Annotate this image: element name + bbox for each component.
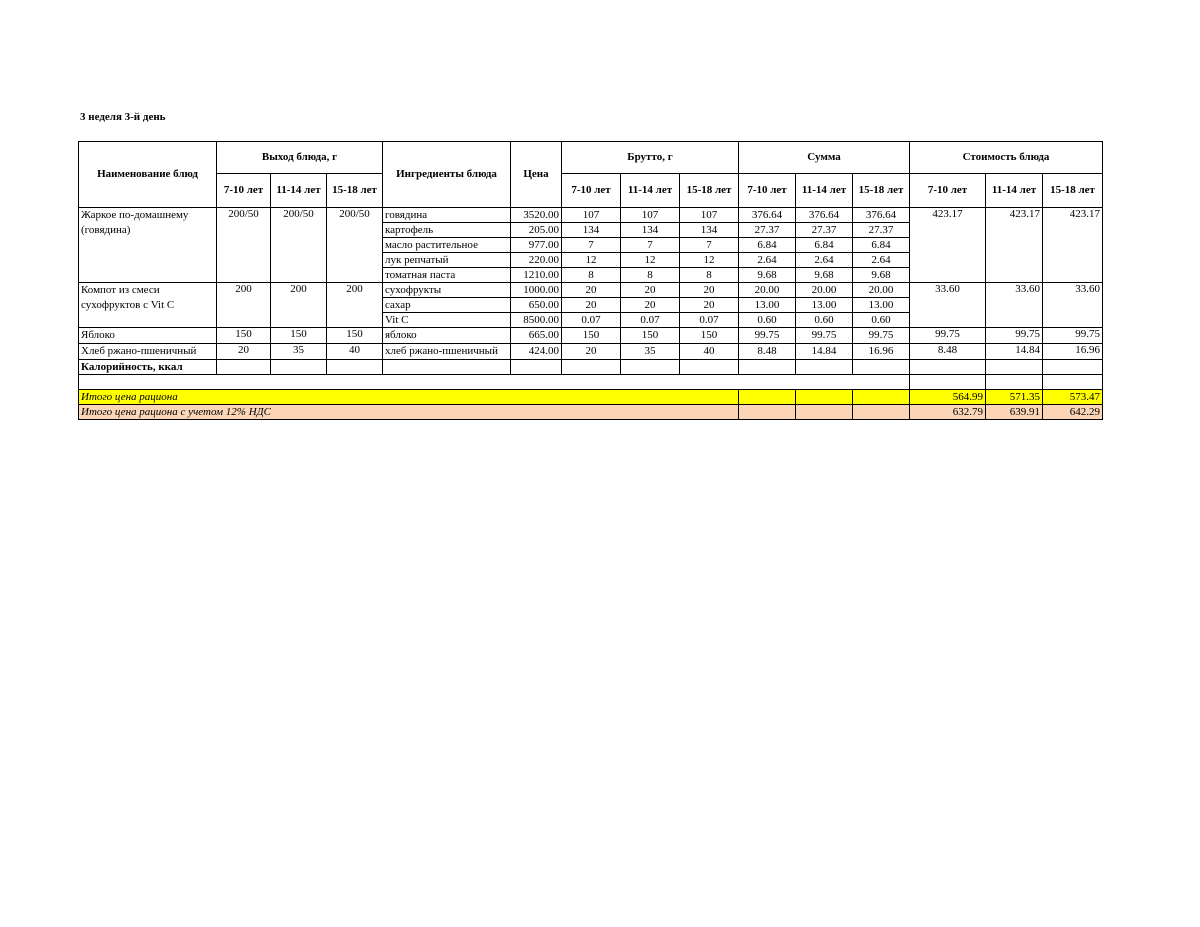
ingredient-brutto: 40 xyxy=(680,344,739,360)
dish-cost: 423.17 xyxy=(986,208,1043,283)
dish-yield: 200/50 xyxy=(271,208,327,283)
cost-age-15-18: 15-18 лет xyxy=(1043,174,1103,208)
spacer-row xyxy=(79,375,1103,390)
empty-cell xyxy=(1043,375,1103,390)
ingredient-price: 220.00 xyxy=(511,253,562,268)
dish-cost: 33.60 xyxy=(910,283,986,328)
dish-cost: 8.48 xyxy=(910,344,986,360)
ingredient-sum: 6.84 xyxy=(853,238,910,253)
ingredient-brutto: 20 xyxy=(562,344,621,360)
empty-cell xyxy=(327,360,383,375)
brutto-age-7-10: 7-10 лет xyxy=(562,174,621,208)
ingredient-sum: 9.68 xyxy=(739,268,796,283)
ingredient-name: Vit C xyxy=(383,313,511,328)
ingredient-sum: 20.00 xyxy=(853,283,910,298)
ingredient-name: яблоко xyxy=(383,328,511,344)
ingredient-brutto: 107 xyxy=(562,208,621,223)
ingredient-sum: 99.75 xyxy=(853,328,910,344)
dish-yield: 150 xyxy=(271,328,327,344)
ingredient-sum: 376.64 xyxy=(796,208,853,223)
ingredient-brutto: 0.07 xyxy=(621,313,680,328)
ingredient-brutto: 8 xyxy=(680,268,739,283)
empty-cell xyxy=(910,360,986,375)
ingredient-brutto: 7 xyxy=(680,238,739,253)
ingredient-sum: 0.60 xyxy=(796,313,853,328)
dish-cost: 33.60 xyxy=(986,283,1043,328)
dish-cost: 14.84 xyxy=(986,344,1043,360)
ingredient-sum: 99.75 xyxy=(739,328,796,344)
ingredient-price: 8500.00 xyxy=(511,313,562,328)
cost-header: Стоимость блюда xyxy=(910,142,1103,174)
calories-row xyxy=(79,360,1103,375)
ingredient-sum: 16.96 xyxy=(853,344,910,360)
total-label: Итого цена рациона xyxy=(79,390,739,405)
empty-cell xyxy=(796,360,853,375)
dish-cost: 99.75 xyxy=(910,328,986,344)
ingredient-brutto: 35 xyxy=(621,344,680,360)
ingredient-sum: 8.48 xyxy=(739,344,796,360)
dish-yield: 40 xyxy=(327,344,383,360)
total-7-10: 564.99 xyxy=(910,390,986,405)
empty-cell xyxy=(1043,360,1103,375)
dish-name: Компот из смеси сухофруктов с Vit C xyxy=(79,283,217,328)
ingredient-sum: 13.00 xyxy=(853,298,910,313)
ingredient-sum: 20.00 xyxy=(739,283,796,298)
yield-age-11-14: 11-14 лет xyxy=(271,174,327,208)
empty-cell xyxy=(853,390,910,405)
ingredient-sum: 2.64 xyxy=(853,253,910,268)
ingredient-brutto: 8 xyxy=(621,268,680,283)
ingredient-sum: 14.84 xyxy=(796,344,853,360)
cost-age-7-10: 7-10 лет xyxy=(910,174,986,208)
empty-cell xyxy=(680,360,739,375)
yield-header: Выход блюда, г xyxy=(217,142,383,174)
ingredient-sum: 13.00 xyxy=(739,298,796,313)
dish-yield: 200 xyxy=(327,283,383,328)
ingredient-name: хлеб ржано-пшеничный xyxy=(383,344,511,360)
ingredient-sum: 27.37 xyxy=(796,223,853,238)
ingredient-price: 1210.00 xyxy=(511,268,562,283)
table-row xyxy=(79,208,1103,223)
ingredient-sum: 13.00 xyxy=(796,298,853,313)
total-vat-row xyxy=(79,405,1103,420)
ingredient-sum: 2.64 xyxy=(739,253,796,268)
ingredient-brutto: 20 xyxy=(621,283,680,298)
dish-name: Жаркое по-домашнему (говядина) xyxy=(79,208,217,283)
table-body xyxy=(79,208,1103,360)
table-footer xyxy=(79,360,1103,420)
dish-yield: 200 xyxy=(217,283,271,328)
total-11-14: 571.35 xyxy=(986,390,1043,405)
empty-cell xyxy=(79,375,910,390)
empty-cell xyxy=(271,360,327,375)
ingredient-price: 1000.00 xyxy=(511,283,562,298)
ingredient-price: 650.00 xyxy=(511,298,562,313)
ingredient-brutto: 150 xyxy=(680,328,739,344)
empty-cell xyxy=(511,360,562,375)
brutto-age-11-14: 11-14 лет xyxy=(621,174,680,208)
ingredient-sum: 376.64 xyxy=(739,208,796,223)
dish-cost: 99.75 xyxy=(1043,328,1103,344)
total-row xyxy=(79,390,1103,405)
dish-name-header: Наименование блюд xyxy=(79,142,217,208)
ingredient-sum: 6.84 xyxy=(739,238,796,253)
total-15-18: 573.47 xyxy=(1043,390,1103,405)
ingredient-brutto: 0.07 xyxy=(562,313,621,328)
empty-cell xyxy=(986,360,1043,375)
ingredient-name: картофель xyxy=(383,223,511,238)
dish-name: Яблоко xyxy=(79,328,217,344)
ingredient-brutto: 150 xyxy=(562,328,621,344)
ingredient-brutto: 12 xyxy=(680,253,739,268)
ingredient-sum: 9.68 xyxy=(853,268,910,283)
ingredient-brutto: 12 xyxy=(562,253,621,268)
dish-cost: 423.17 xyxy=(910,208,986,283)
cost-age-11-14: 11-14 лет xyxy=(986,174,1043,208)
ingredient-brutto: 7 xyxy=(621,238,680,253)
sum-age-7-10: 7-10 лет xyxy=(739,174,796,208)
dish-yield: 150 xyxy=(217,328,271,344)
ingredient-brutto: 107 xyxy=(680,208,739,223)
sum-age-15-18: 15-18 лет xyxy=(853,174,910,208)
ingredient-price: 424.00 xyxy=(511,344,562,360)
empty-cell xyxy=(853,360,910,375)
dish-yield: 35 xyxy=(271,344,327,360)
dish-yield: 150 xyxy=(327,328,383,344)
total-vat-11-14: 639.91 xyxy=(986,405,1043,420)
yield-age-15-18: 15-18 лет xyxy=(327,174,383,208)
dish-yield: 200/50 xyxy=(327,208,383,283)
ingredient-name: томатная паста xyxy=(383,268,511,283)
empty-cell xyxy=(562,360,621,375)
brutto-header: Брутто, г xyxy=(562,142,739,174)
dish-cost: 16.96 xyxy=(1043,344,1103,360)
ingredient-sum: 99.75 xyxy=(796,328,853,344)
table-header xyxy=(79,142,1103,208)
empty-cell xyxy=(217,360,271,375)
dish-name: Хлеб ржано-пшеничный xyxy=(79,344,217,360)
sum-age-11-14: 11-14 лет xyxy=(796,174,853,208)
table-row xyxy=(79,328,1103,344)
ingredient-brutto: 150 xyxy=(621,328,680,344)
ingredient-sum: 9.68 xyxy=(796,268,853,283)
dish-yield: 200 xyxy=(271,283,327,328)
ingredient-sum: 27.37 xyxy=(853,223,910,238)
ingredient-brutto: 20 xyxy=(621,298,680,313)
ingredients-header: Ингредиенты блюда xyxy=(383,142,511,208)
ingredient-sum: 27.37 xyxy=(739,223,796,238)
total-vat-7-10: 632.79 xyxy=(910,405,986,420)
ingredient-price: 665.00 xyxy=(511,328,562,344)
ingredient-price: 3520.00 xyxy=(511,208,562,223)
empty-cell xyxy=(739,360,796,375)
table-row xyxy=(79,283,1103,298)
yield-age-7-10: 7-10 лет xyxy=(217,174,271,208)
brutto-age-15-18: 15-18 лет xyxy=(680,174,739,208)
empty-cell xyxy=(910,375,986,390)
calories-label: Калорийность, ккал xyxy=(79,360,217,375)
dish-cost: 423.17 xyxy=(1043,208,1103,283)
sum-header: Сумма xyxy=(739,142,910,174)
document-title: 3 неделя 3-й день xyxy=(80,111,166,123)
dish-cost: 99.75 xyxy=(986,328,1043,344)
empty-cell xyxy=(986,375,1043,390)
ingredient-brutto: 7 xyxy=(562,238,621,253)
ingredient-brutto: 134 xyxy=(680,223,739,238)
ingredient-brutto: 8 xyxy=(562,268,621,283)
ingredient-price: 205.00 xyxy=(511,223,562,238)
menu-cost-table xyxy=(78,141,1103,420)
ingredient-brutto: 134 xyxy=(621,223,680,238)
ingredient-sum: 2.64 xyxy=(796,253,853,268)
ingredient-brutto: 20 xyxy=(562,283,621,298)
total-vat-label: Итого цена рациона с учетом 12% НДС xyxy=(79,405,739,420)
ingredient-brutto: 0.07 xyxy=(680,313,739,328)
dish-cost: 33.60 xyxy=(1043,283,1103,328)
empty-cell xyxy=(739,390,796,405)
dish-yield: 20 xyxy=(217,344,271,360)
ingredient-brutto: 134 xyxy=(562,223,621,238)
ingredient-sum: 20.00 xyxy=(796,283,853,298)
empty-cell xyxy=(853,405,910,420)
table-row xyxy=(79,344,1103,360)
ingredient-name: масло растительное xyxy=(383,238,511,253)
dish-yield: 200/50 xyxy=(217,208,271,283)
ingredient-brutto: 20 xyxy=(562,298,621,313)
ingredient-name: сухофрукты xyxy=(383,283,511,298)
total-vat-15-18: 642.29 xyxy=(1043,405,1103,420)
ingredient-brutto: 107 xyxy=(621,208,680,223)
ingredient-sum: 376.64 xyxy=(853,208,910,223)
ingredient-name: лук репчатый xyxy=(383,253,511,268)
ingredient-sum: 0.60 xyxy=(853,313,910,328)
empty-cell xyxy=(796,405,853,420)
price-header: Цена xyxy=(511,142,562,208)
ingredient-name: говядина xyxy=(383,208,511,223)
ingredient-sum: 6.84 xyxy=(796,238,853,253)
ingredient-price: 977.00 xyxy=(511,238,562,253)
ingredient-brutto: 20 xyxy=(680,283,739,298)
empty-cell xyxy=(796,390,853,405)
ingredient-name: сахар xyxy=(383,298,511,313)
ingredient-sum: 0.60 xyxy=(739,313,796,328)
empty-cell xyxy=(383,360,511,375)
ingredient-brutto: 12 xyxy=(621,253,680,268)
empty-cell xyxy=(621,360,680,375)
empty-cell xyxy=(739,405,796,420)
ingredient-brutto: 20 xyxy=(680,298,739,313)
